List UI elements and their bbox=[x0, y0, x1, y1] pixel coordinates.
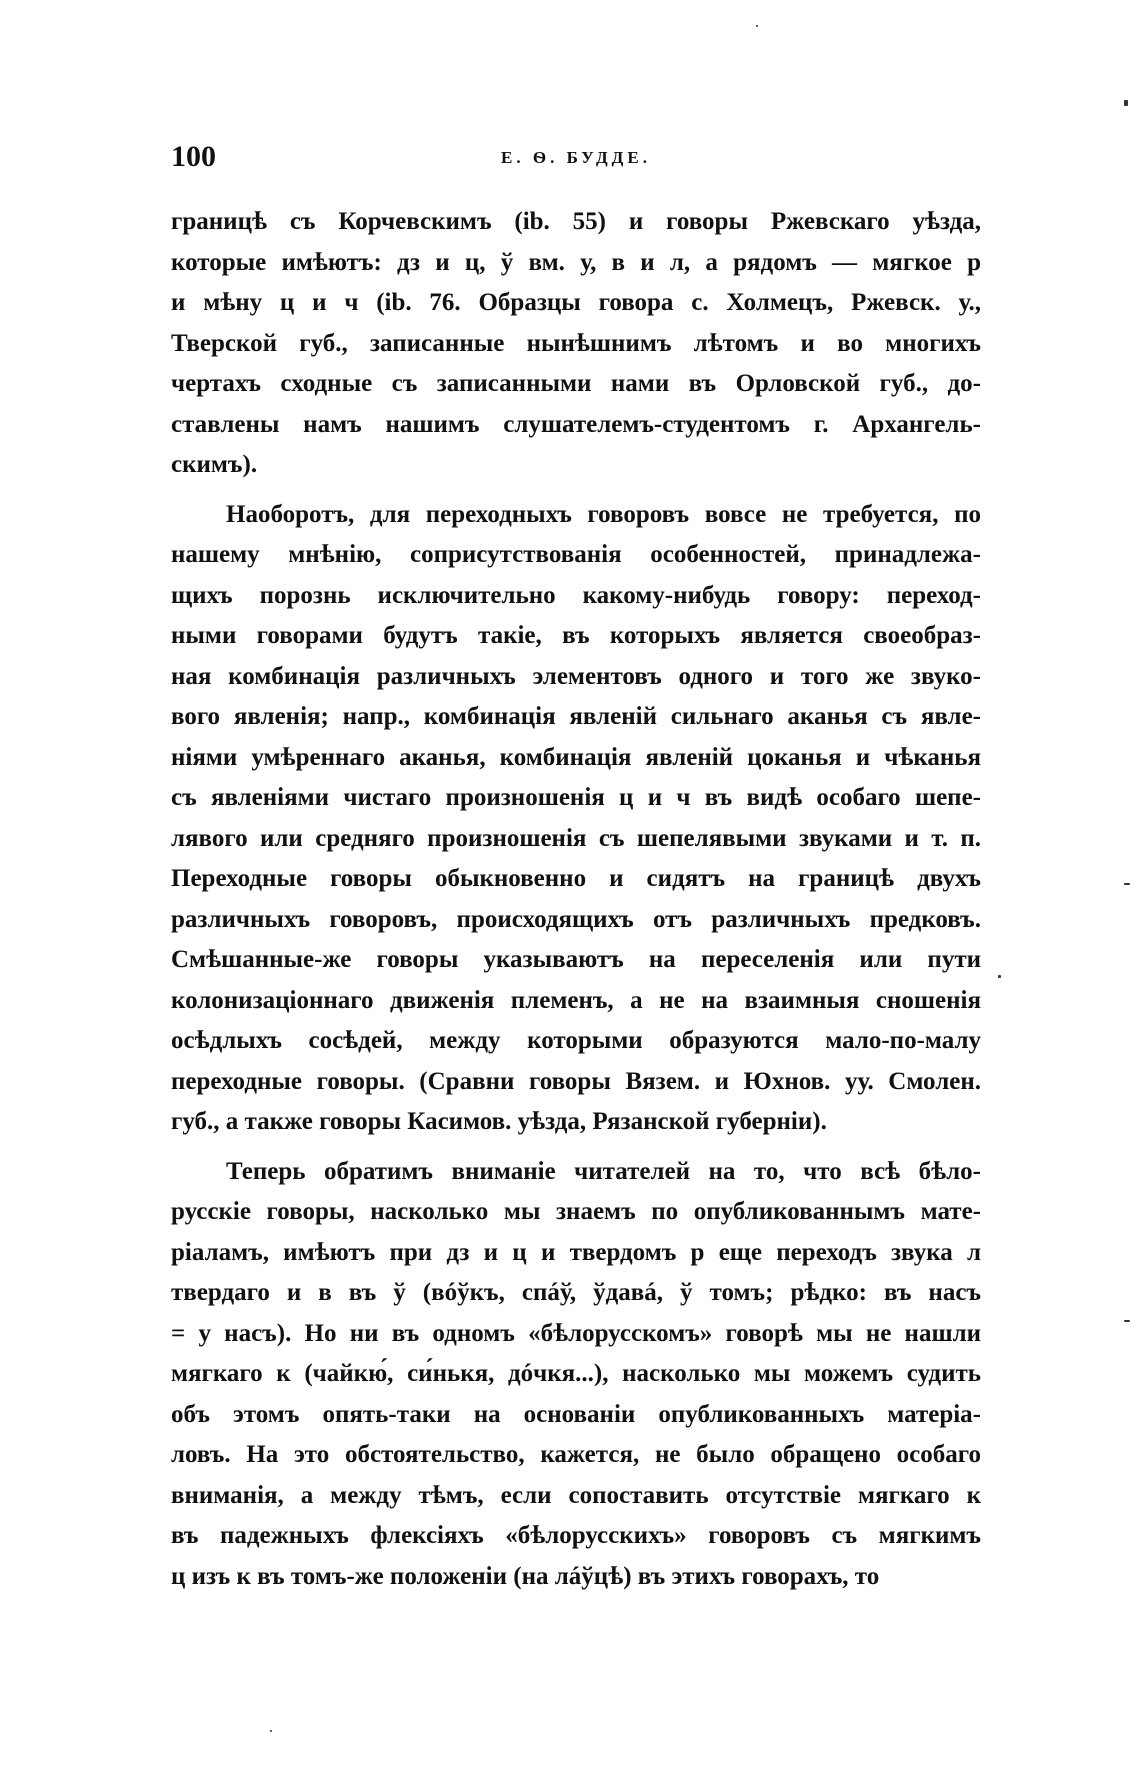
text-line: съ явленіями чистаго произношенія ц и ч въ видѣ особаго шепе- bbox=[171, 784, 981, 811]
text-line: различныхъ говоровъ, происходящихъ отъ различныхъ предковъ. bbox=[171, 905, 981, 933]
scan-speck bbox=[1124, 1320, 1130, 1322]
text-line: скимъ). bbox=[171, 451, 258, 478]
text-line: ловъ. На это обстоятельство, кажется, не было обращено особаго bbox=[171, 1441, 981, 1468]
running-head: Е. Ѳ. БУДДЕ. bbox=[501, 148, 651, 167]
text-line: Смѣшанные-же говоры указываютъ на переселенія или пути bbox=[171, 946, 981, 973]
scan-speck bbox=[1124, 883, 1130, 885]
text-line: губ., а также говоры Касимов. уѣзда, Рязанской губерніи). bbox=[171, 1108, 827, 1135]
text-line: ц изъ к въ томъ-же положеніи (на лáўцѣ) въ этихъ говорахъ, то bbox=[171, 1562, 880, 1590]
text-line: твердаго и в въ ў (вóўкъ, спáў, ўдавá, ў томъ; рѣдко: въ насъ bbox=[171, 1279, 981, 1306]
text-line: въ падежныхъ флексіяхъ «бѣлорусскихъ» говоровъ съ мягкимъ bbox=[171, 1522, 981, 1549]
paragraph-gap bbox=[171, 1143, 981, 1152]
text-line: = у насъ). Но ни въ одномъ «бѣлорусскомъ» говорѣ мы не нашли bbox=[171, 1319, 981, 1347]
page-header bbox=[171, 140, 981, 180]
text-line: вого явленія; напр., комбинація явленій сильнаго аканья съ явле- bbox=[171, 703, 981, 730]
text-line: Тверской губ., записанные нынѣшнимъ лѣтомъ и во многихъ bbox=[171, 329, 981, 357]
text-line: ная комбинація различныхъ элементовъ одного и того же звуко- bbox=[171, 662, 981, 690]
text-line: переходные говоры. (Сравни говоры Вязем. и Юхнов. уу. Смолен. bbox=[171, 1067, 981, 1095]
text-line: колонизаціоннаго движенія племенъ, а не на взаимныя сношенія bbox=[171, 986, 981, 1014]
body-text bbox=[171, 202, 981, 1597]
page-number: 100 bbox=[171, 140, 216, 173]
text-line: лявого или средняго произношенія съ шепелявыми звуками и т. п. bbox=[171, 824, 981, 852]
text-line: чертахъ сходные съ записанными нами въ Орловской губ., до- bbox=[171, 370, 981, 397]
text-line: ставлены намъ нашимъ слушателемъ-студентомъ г. Архангель- bbox=[171, 410, 981, 438]
text-line: объ этомъ опять-таки на основаніи опубликованныхъ матеріа- bbox=[171, 1400, 981, 1428]
scan-speck bbox=[1124, 100, 1128, 106]
text-line: щихъ порознь исключительно какому-нибудь говору: переход- bbox=[171, 581, 981, 609]
text-line: осѣдлыхъ сосѣдей, между которыми образуются мало-по-малу bbox=[171, 1027, 981, 1054]
paragraph-gap bbox=[171, 486, 981, 495]
paragraph bbox=[171, 202, 981, 486]
text-line: которые имѣютъ: дз и ц, ў вм. у, в и л, а рядомъ — мягкое р bbox=[171, 248, 981, 276]
text-line: русскіе говоры, насколько мы знаемъ по опубликованнымъ мате- bbox=[171, 1198, 981, 1225]
text-line: ріаламъ, имѣютъ при дз и ц и твердомъ р еще переходъ звука л bbox=[171, 1238, 981, 1266]
text-line: вниманія, а между тѣмъ, если сопоставить отсутствіе мягкаго к bbox=[171, 1481, 981, 1509]
paragraph bbox=[171, 495, 981, 1143]
scan-speck bbox=[998, 975, 1001, 978]
text-line: нашему мнѣнію, соприсутствованія особенностей, принадлежа- bbox=[171, 541, 981, 568]
text-line: границѣ съ Корчевскимъ (ib. 55) и говоры Ржевскаго уѣзда, bbox=[171, 208, 981, 235]
text-line: Наоборотъ, для переходныхъ говоровъ вовсе не требуется, по bbox=[226, 500, 981, 528]
paragraph bbox=[171, 1152, 981, 1598]
text-line: Теперь обратимъ вниманіе читателей на то, что всѣ бѣло- bbox=[226, 1157, 981, 1185]
text-line: ными говорами будутъ такіе, въ которыхъ является своеобраз- bbox=[171, 622, 981, 649]
text-line: и мѣну ц и ч (ib. 76. Образцы говора с. Холмецъ, Ржевск. у., bbox=[171, 289, 981, 316]
text-line: Переходные говоры обыкновенно и сидятъ на границѣ двухъ bbox=[171, 865, 981, 892]
text-line: ніями умѣреннаго аканья, комбинація явленій цоканья и чѣканья bbox=[171, 743, 981, 771]
scan-speck bbox=[756, 25, 758, 27]
text-line: мягкаго к (чайкю́, си́нькя, дóчкя...), насколько мы можемъ судить bbox=[171, 1360, 981, 1387]
scan-speck bbox=[270, 1730, 272, 1732]
